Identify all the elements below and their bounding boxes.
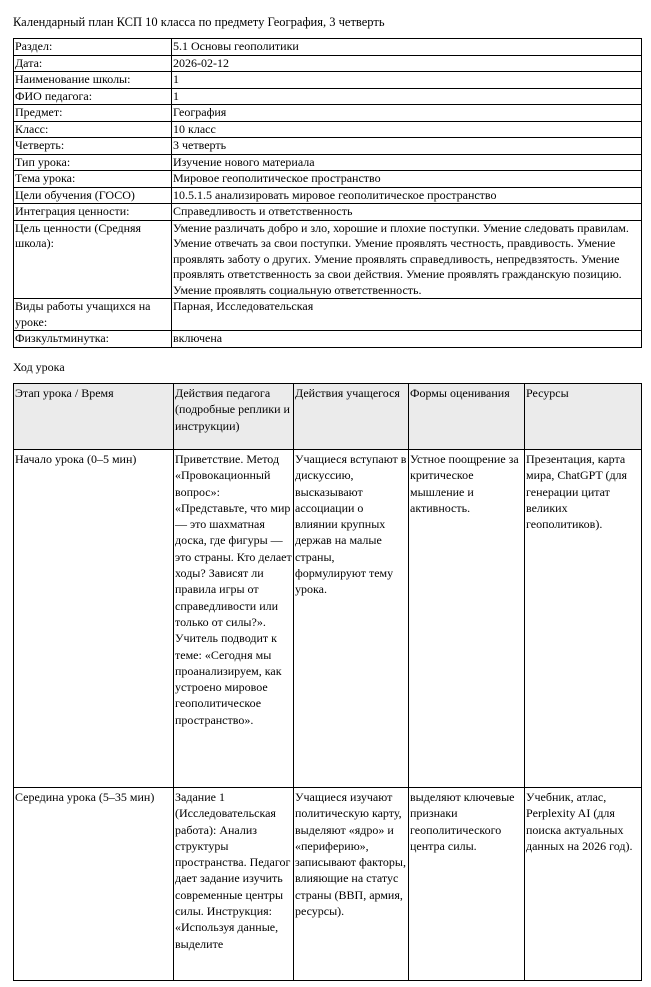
info-row	[14, 55, 642, 72]
info-key: Тип урока:	[14, 154, 172, 171]
info-key: Тема урока:	[14, 171, 172, 188]
flow-header-row	[14, 384, 642, 450]
cell-text: Учащиеся изучают политическую карту, выделяют «ядро» и «периферию», записывают факторы, влияющие на статус страны (ВВП, армия, ресурсы).	[295, 790, 406, 919]
info-key: ФИО педагога:	[14, 88, 172, 105]
info-value: включена	[172, 331, 642, 348]
info-row	[14, 299, 642, 331]
document-title: Календарный план КСП 10 класса по предмету География, 3 четверть	[13, 15, 385, 29]
info-key: Класс:	[14, 121, 172, 138]
cell-student: Учащиеся вступают в дискуссию, высказывают ассоциации о влиянии крупных держав на малые страны, формулируют тему урока.	[294, 450, 409, 788]
info-key: Интеграция ценности:	[14, 204, 172, 221]
info-row	[14, 187, 642, 204]
info-row	[14, 220, 642, 299]
info-row	[14, 72, 642, 89]
info-key: Цель ценности (Средняя школа):	[14, 220, 172, 299]
cell-stage	[14, 788, 174, 981]
info-value: 10 класс	[172, 121, 642, 138]
info-row	[14, 138, 642, 155]
cell-text: Середина урока (5–35 мин)	[15, 790, 155, 804]
info-row	[14, 121, 642, 138]
header-resources: Ресурсы	[525, 384, 642, 450]
cell-assessment	[409, 788, 525, 981]
lesson-info-table	[13, 38, 642, 348]
info-key: Виды работы учащихся на уроке:	[14, 299, 172, 331]
info-row	[14, 88, 642, 105]
lesson-flow-label: Ход урока	[13, 360, 65, 374]
cell-text: Учебник, атлас, Perplexity AI (для поиска актуальных данных на 2026 год).	[526, 790, 633, 853]
info-value: Справедливость и ответственность	[172, 204, 642, 221]
info-value: 5.1 Основы геополитики	[172, 39, 642, 56]
lesson-flow-table	[13, 383, 642, 981]
info-value: 3 четверть	[172, 138, 642, 155]
info-key: Предмет:	[14, 105, 172, 122]
info-value: Мировое геополитическое пространство	[172, 171, 642, 188]
info-row	[14, 39, 642, 56]
cell-student	[294, 788, 409, 981]
info-key: Четверть:	[14, 138, 172, 155]
info-key: Наименование школы:	[14, 72, 172, 89]
info-key: Физкультминутка:	[14, 331, 172, 348]
flow-row-start	[14, 450, 642, 788]
cell-resources: Презентация, карта мира, ChatGPT (для генерации цитат великих геополитиков).	[525, 450, 642, 788]
info-key: Дата:	[14, 55, 172, 72]
header-student: Действия учащегося	[294, 384, 409, 450]
info-value: 1	[172, 88, 642, 105]
cell-teacher: Приветствие. Метод «Провокационный вопрос»: «Представьте, что мир — это шахматная доска, где фигуры — это страны. Кто делает ходы? Зависят ли правила игры от справедливости или только от силы?». Учитель подводит к теме: «Сегодня мы проанализируем, как устроено мировое геополитическое пространство».	[174, 450, 294, 788]
cell-text: Задание 1 (Исследовательская работа): Анализ структуры пространства. Педагог дает задание изучить современные центры силы. Инструкция: «Используя данные, выделите	[175, 790, 291, 951]
info-row	[14, 154, 642, 171]
info-value: 2026-02-12	[172, 55, 642, 72]
info-value: Умение различать добро и зло, хорошие и плохие поступки. Умение следовать правилам. Умение отвечать за свои поступки. Умение проявлять честность, правдивость. Умение проявлять заботу о других. Умение проявлять справедливость, непредвзятость. Умение проявлять ответственность за свои действия. Умение проявлять гражданскую позицию. Умение проявлять социальную ответственность.	[172, 220, 642, 299]
info-row	[14, 171, 642, 188]
info-value: 10.5.1.5 анализировать мировое геополитическое пространство	[172, 187, 642, 204]
header-teacher: Действия педагога (подробные реплики и инструкции)	[174, 384, 294, 450]
header-assessment: Формы оценивания	[409, 384, 525, 450]
cell-assessment: Устное поощрение за критическое мышление и активность.	[409, 450, 525, 788]
info-key: Раздел:	[14, 39, 172, 56]
info-value: 1	[172, 72, 642, 89]
cell-text: выделяют ключевые признаки геополитического центра силы.	[410, 790, 515, 853]
cell-teacher	[174, 788, 294, 981]
info-row	[14, 331, 642, 348]
info-value: Изучение нового материала	[172, 154, 642, 171]
cell-resources	[525, 788, 642, 981]
info-key: Цели обучения (ГОСО)	[14, 187, 172, 204]
header-stage: Этап урока / Время	[14, 384, 174, 450]
cell-stage: Начало урока (0–5 мин)	[14, 450, 174, 788]
info-value: Парная, Исследовательская	[172, 299, 642, 331]
flow-row-middle	[14, 788, 642, 981]
info-row	[14, 204, 642, 221]
info-value: География	[172, 105, 642, 122]
info-row	[14, 105, 642, 122]
